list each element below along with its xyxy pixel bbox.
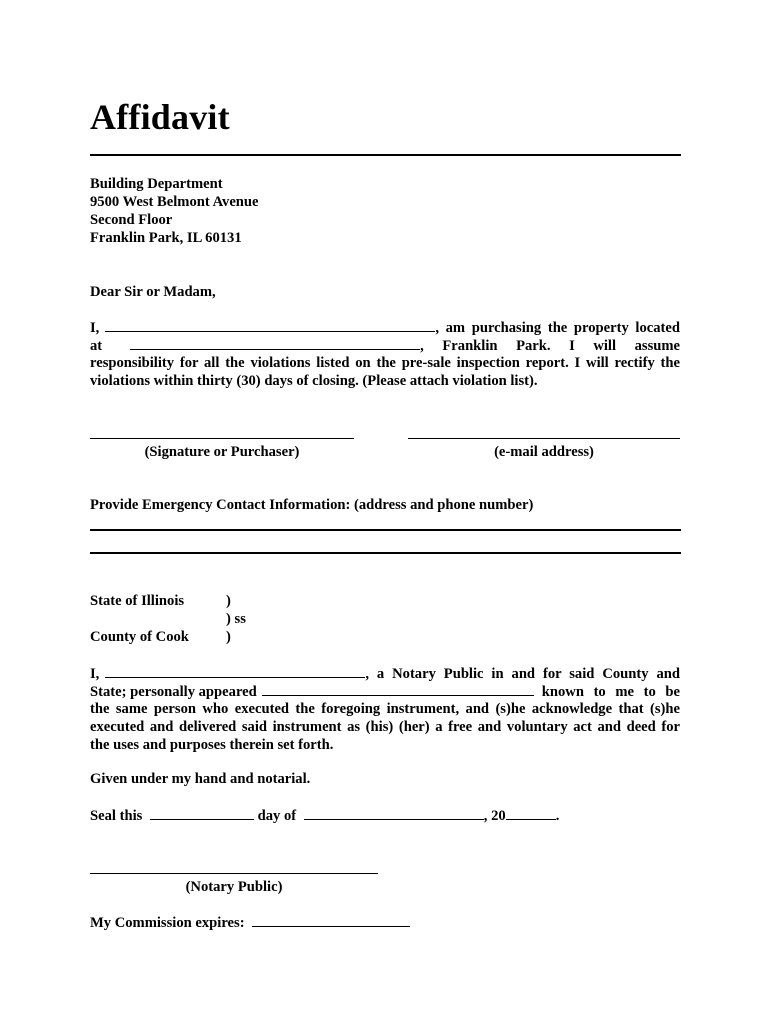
seal-line bbox=[90, 806, 559, 825]
email-address-line[interactable] bbox=[408, 438, 680, 439]
emergency-contact-line-2[interactable] bbox=[90, 552, 681, 554]
purchase-i: I, bbox=[90, 320, 100, 336]
notary-name-field[interactable] bbox=[105, 664, 365, 678]
commission-line bbox=[90, 913, 410, 932]
notary-line-2-start: State; personally appeared bbox=[90, 684, 257, 700]
document-title: Affidavit bbox=[90, 97, 230, 137]
seal-this: Seal this bbox=[90, 808, 143, 824]
purchase-at: at bbox=[90, 338, 103, 354]
address-line-4: Franklin Park, IL 60131 bbox=[90, 230, 242, 246]
seal-month-field[interactable] bbox=[304, 806, 484, 820]
given-under-hand: Given under my hand and notarial. bbox=[90, 771, 311, 787]
venue-paren-3: ) bbox=[226, 629, 231, 645]
salutation: Dear Sir or Madam, bbox=[90, 284, 216, 300]
seal-day-of: day of bbox=[257, 808, 297, 824]
notary-line-1-end: , a Notary Public in and for said County and bbox=[365, 666, 680, 682]
venue-county: County of Cook bbox=[90, 629, 189, 645]
purchaser-signature-label: (Signature or Purchaser) bbox=[144, 444, 300, 460]
seal-year-prefix: , 20 bbox=[483, 808, 506, 824]
purchaser-name-field[interactable] bbox=[105, 318, 435, 332]
commission-expiry-field[interactable] bbox=[252, 913, 410, 927]
notary-i: I, bbox=[90, 666, 100, 682]
address-block bbox=[90, 175, 259, 247]
emergency-contact-line-1[interactable] bbox=[90, 529, 681, 531]
purchase-line-1-end: , am purchasing the property located bbox=[435, 320, 680, 336]
notary-line-1 bbox=[90, 664, 680, 683]
purchase-line-3: responsibility for all the violations listed on the pre-sale inspection report. I will rectify the bbox=[90, 355, 680, 371]
emergency-contact-label: Provide Emergency Contact Information: (address and phone number) bbox=[90, 497, 534, 513]
notary-line-2-end: known to me to be bbox=[541, 684, 680, 700]
address-line-2: 9500 West Belmont Avenue bbox=[90, 194, 259, 210]
notary-signature-line[interactable] bbox=[90, 873, 378, 874]
purchase-line-1 bbox=[90, 318, 680, 337]
seal-end: . bbox=[555, 808, 560, 824]
title-rule bbox=[90, 154, 681, 156]
purchase-line-4: violations within thirty (30) days of closing. (Please attach violation list). bbox=[90, 373, 538, 389]
purchaser-signature-line[interactable] bbox=[90, 438, 354, 439]
notary-line-4: executed and delivered said instrument as (his) (her) a free and voluntary act and deed for bbox=[90, 719, 680, 735]
appeared-person-field[interactable] bbox=[262, 682, 534, 696]
notary-public-label: (Notary Public) bbox=[185, 879, 283, 895]
address-line-3: Second Floor bbox=[90, 212, 173, 228]
seal-year-field[interactable] bbox=[506, 806, 556, 820]
commission-label: My Commission expires: bbox=[90, 915, 245, 931]
venue-state: State of Illinois bbox=[90, 593, 185, 609]
notary-line-2 bbox=[90, 682, 680, 701]
venue-ss: ) ss bbox=[226, 611, 246, 627]
property-address-field[interactable] bbox=[130, 336, 420, 350]
purchase-line-2-end: , Franklin Park. I will assume bbox=[420, 338, 680, 354]
seal-day-field[interactable] bbox=[150, 806, 254, 820]
notary-line-3: the same person who executed the foregoing instrument, and (s)he acknowledge that (s)he bbox=[90, 701, 680, 717]
venue-paren-1: ) bbox=[226, 593, 231, 609]
notary-line-5: the uses and purposes therein set forth. bbox=[90, 737, 334, 753]
email-address-label: (e-mail address) bbox=[494, 444, 594, 460]
purchase-line-2 bbox=[90, 336, 680, 355]
address-line-1: Building Department bbox=[90, 176, 223, 192]
